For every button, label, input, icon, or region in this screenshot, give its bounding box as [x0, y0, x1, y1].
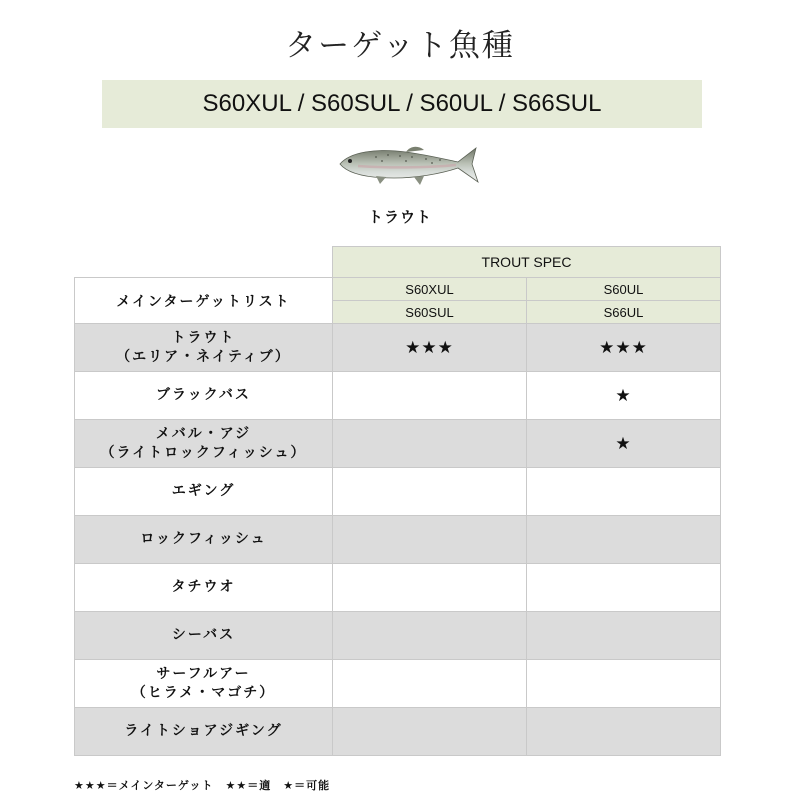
species-subname: （ライトロックフィッシュ）: [100, 444, 307, 461]
rating-cell: [333, 660, 527, 708]
target-species-table: [74, 246, 721, 756]
table-row: [75, 324, 721, 372]
target-species-cell: [75, 564, 333, 612]
species-name: メバル・アジ: [155, 425, 252, 442]
rating-cell: [333, 708, 527, 756]
model-header: S60UL: [527, 278, 721, 301]
table-row: [75, 372, 721, 420]
table-row: [75, 612, 721, 660]
species-name: ライトショアジギング: [124, 723, 283, 739]
species-name: シーバス: [171, 627, 236, 643]
rating-cell: [527, 516, 721, 564]
page-title: ターゲット魚種: [285, 28, 515, 64]
rating-cell: [333, 468, 527, 516]
table-row: [75, 420, 721, 468]
species-name: トラウト: [171, 329, 236, 346]
models-banner-text: S60XUL / S60SUL / S60UL / S66SUL: [202, 90, 602, 117]
table-corner: [75, 247, 333, 278]
target-species-cell: [75, 660, 333, 708]
rating-legend: ★★★＝メインターゲット ★★＝適 ★＝可能: [74, 779, 331, 792]
species-name: ブラックバス: [156, 387, 251, 403]
model-header: S66UL: [527, 301, 721, 324]
model-header: S60SUL: [333, 301, 527, 324]
species-name: ロックフィッシュ: [140, 531, 267, 547]
rating-cell: ★★★: [527, 324, 721, 372]
species-subname: （エリア・ネイティブ）: [116, 348, 291, 365]
target-species-cell: [75, 516, 333, 564]
fish-label: トラウト: [367, 208, 432, 226]
table-row: [75, 708, 721, 756]
target-species-cell: [75, 708, 333, 756]
rating-cell: [527, 708, 721, 756]
rating-cell: [333, 516, 527, 564]
rating-cell: [527, 660, 721, 708]
rating-cell: [527, 468, 721, 516]
table-row: [75, 660, 721, 708]
rating-cell: ★: [527, 372, 721, 420]
species-name: タチウオ: [171, 579, 236, 595]
rating-cell: ★★★: [333, 324, 527, 372]
target-species-cell: [75, 420, 333, 468]
rating-cell: [333, 372, 527, 420]
target-species-cell: [75, 468, 333, 516]
species-name: エギング: [171, 483, 236, 499]
rating-cell: [333, 612, 527, 660]
species-subname: （ヒラメ・マゴチ）: [131, 684, 276, 701]
trout-spec-header: TROUT SPEC: [333, 247, 721, 278]
table-row: [75, 468, 721, 516]
table-row: [75, 564, 721, 612]
main-target-list-label: メインターゲットリスト: [75, 278, 333, 324]
model-header: S60XUL: [333, 278, 527, 301]
target-species-cell: [75, 372, 333, 420]
species-name: サーフルアー: [156, 665, 251, 682]
rating-cell: [333, 420, 527, 468]
table-row: [75, 516, 721, 564]
target-species-cell: [75, 612, 333, 660]
target-species-cell: [75, 324, 333, 372]
rating-cell: [527, 564, 721, 612]
trout-image: [336, 138, 482, 190]
models-banner: [102, 80, 702, 128]
rating-cell: ★: [527, 420, 721, 468]
rating-cell: [527, 612, 721, 660]
rating-cell: [333, 564, 527, 612]
